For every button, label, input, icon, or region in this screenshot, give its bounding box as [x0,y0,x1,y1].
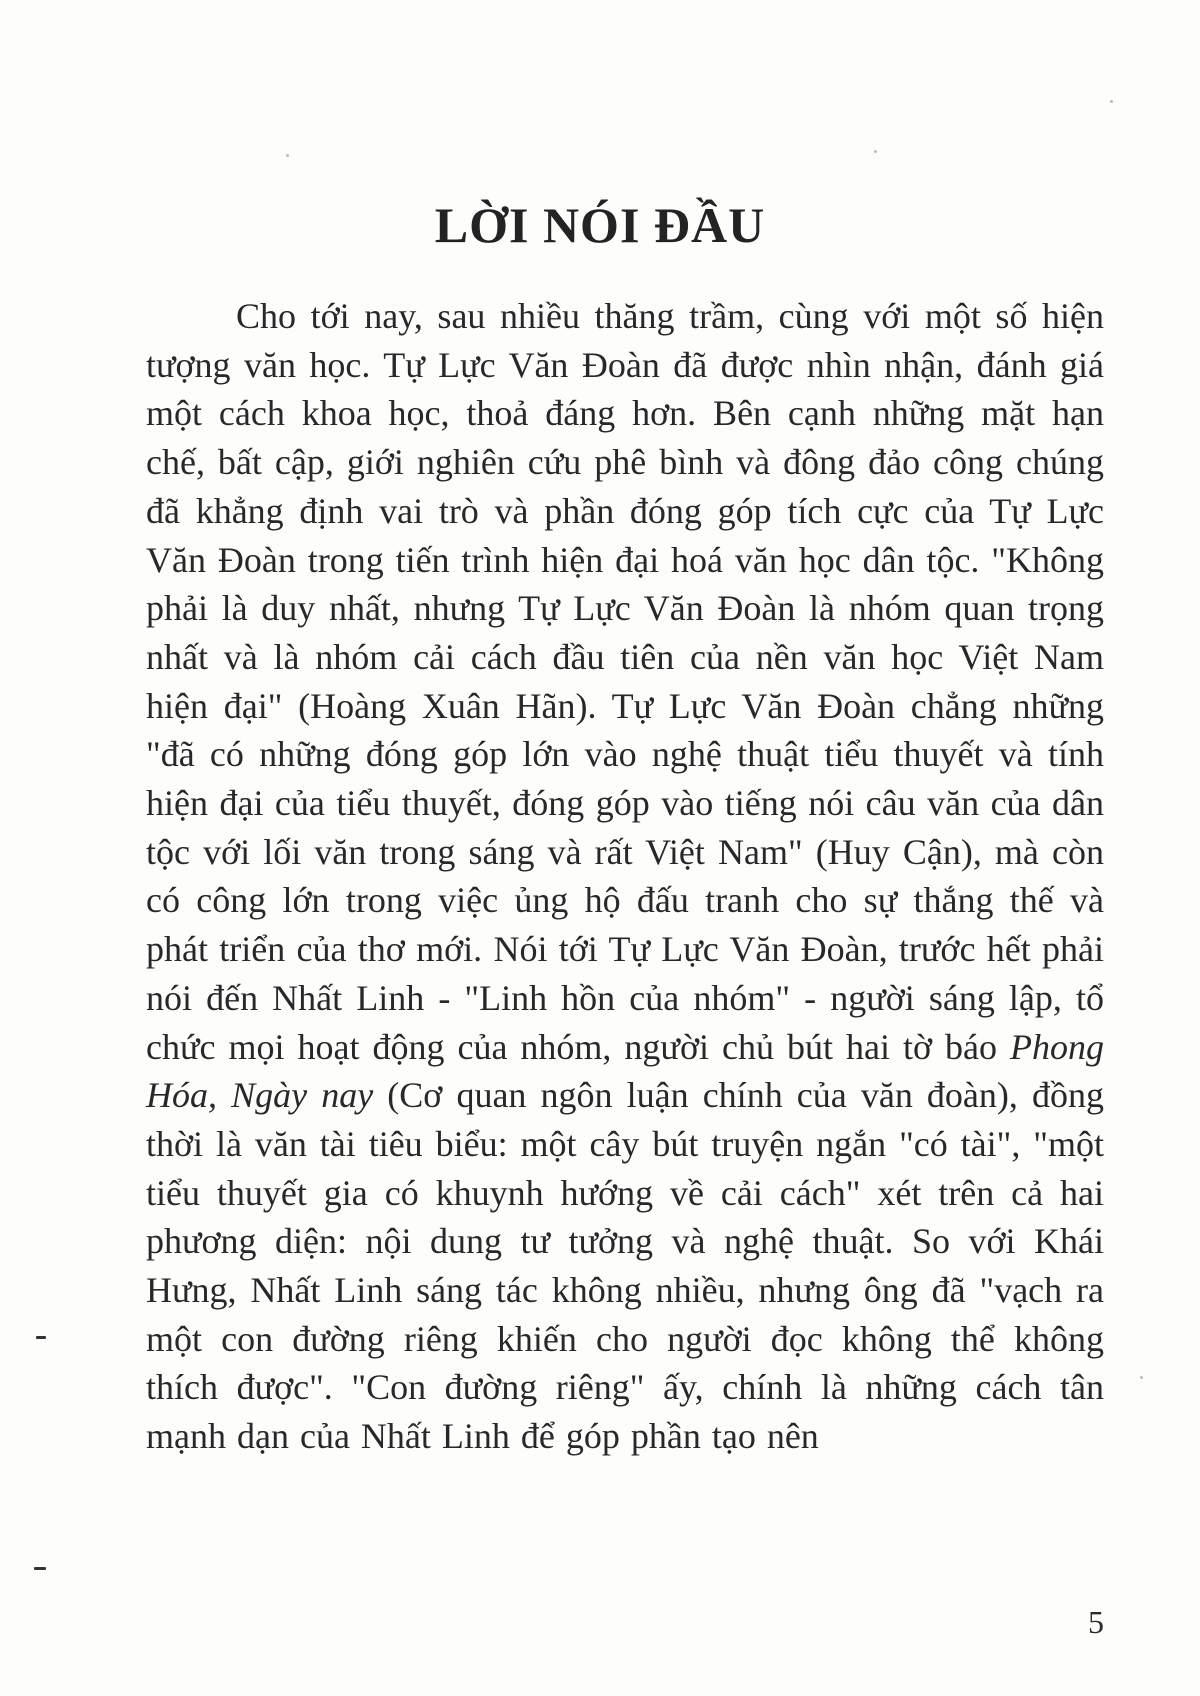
body-paragraph [146,292,1104,1461]
scan-speck [1110,100,1113,103]
margin-scan-mark [34,1567,46,1570]
margin-scan-mark [36,1336,46,1339]
scan-speck [1140,1376,1143,1379]
page-title: LỜI NÓI ĐẦU [434,197,766,253]
paragraph-text-part1: Cho tới nay, sau nhiều thăng trầm, cùng với một số hiện tượng văn học. Tự Lực Văn Đoàn đã được nhìn nhận, đánh giá một cách khoa học, thoả đáng hơn. Bên cạnh những mặt hạn chế, bất cập, giới nghiên cứu phê bình và đông đảo công chúng đã khẳng định vai trò và phần đóng góp tích cực của Tự Lực Văn Đoàn trong tiến trình hiện đại hoá văn học dân tộc. "Không phải là duy nhất, nhưng Tự Lực Văn Đoàn là nhóm quan trọng nhất và là nhóm cải cách đầu tiên của nền văn học Việt Nam hiện đại" (Hoàng Xuân Hãn). Tự Lực Văn Đoàn chẳng những "đã có những đóng góp lớn vào nghệ thuật tiểu thuyết và tính hiện đại của tiểu thuyết, đóng góp vào tiếng nói câu văn của dân tộc với lối văn trong sáng và rất Việt Nam" (Huy Cận), mà còn có công lớn trong việc ủng hộ đấu tranh cho sự thắng thế và phát triển của thơ mới. Nói tới Tự Lực Văn Đoàn, trước hết phải nói đến Nhất Linh - "Linh hồn của nhóm" - người sáng lập, tổ chức mọi hoạt động của nhóm, người chủ bút hai tờ báo [146,296,1104,1067]
newspaper-titles: Phong Hóa, Ngày nay [146,1026,1104,1116]
scan-speck [874,150,877,153]
page-number: 5 [1088,1604,1104,1640]
paragraph-text-part2: (Cơ quan ngôn luận chính của văn đoàn), đồng thời là văn tài tiêu biểu: một cây bút truyện ngắn "có tài", "một tiểu thuyết gia có khuynh hướng về cải cách" xét trên cả hai phương diện: nội dung tư tưởng và nghệ thuật. So với Khái Hưng, Nhất Linh sáng tác không nhiều, nhưng ông đã "vạch ra một con đường riêng khiến cho người đọc không thể không thích được". "Con đường riêng" ấy, chính là những cách tân mạnh dạn của Nhất Linh để góp phần tạo nên [146,1075,1105,1457]
scan-speck [286,154,289,157]
